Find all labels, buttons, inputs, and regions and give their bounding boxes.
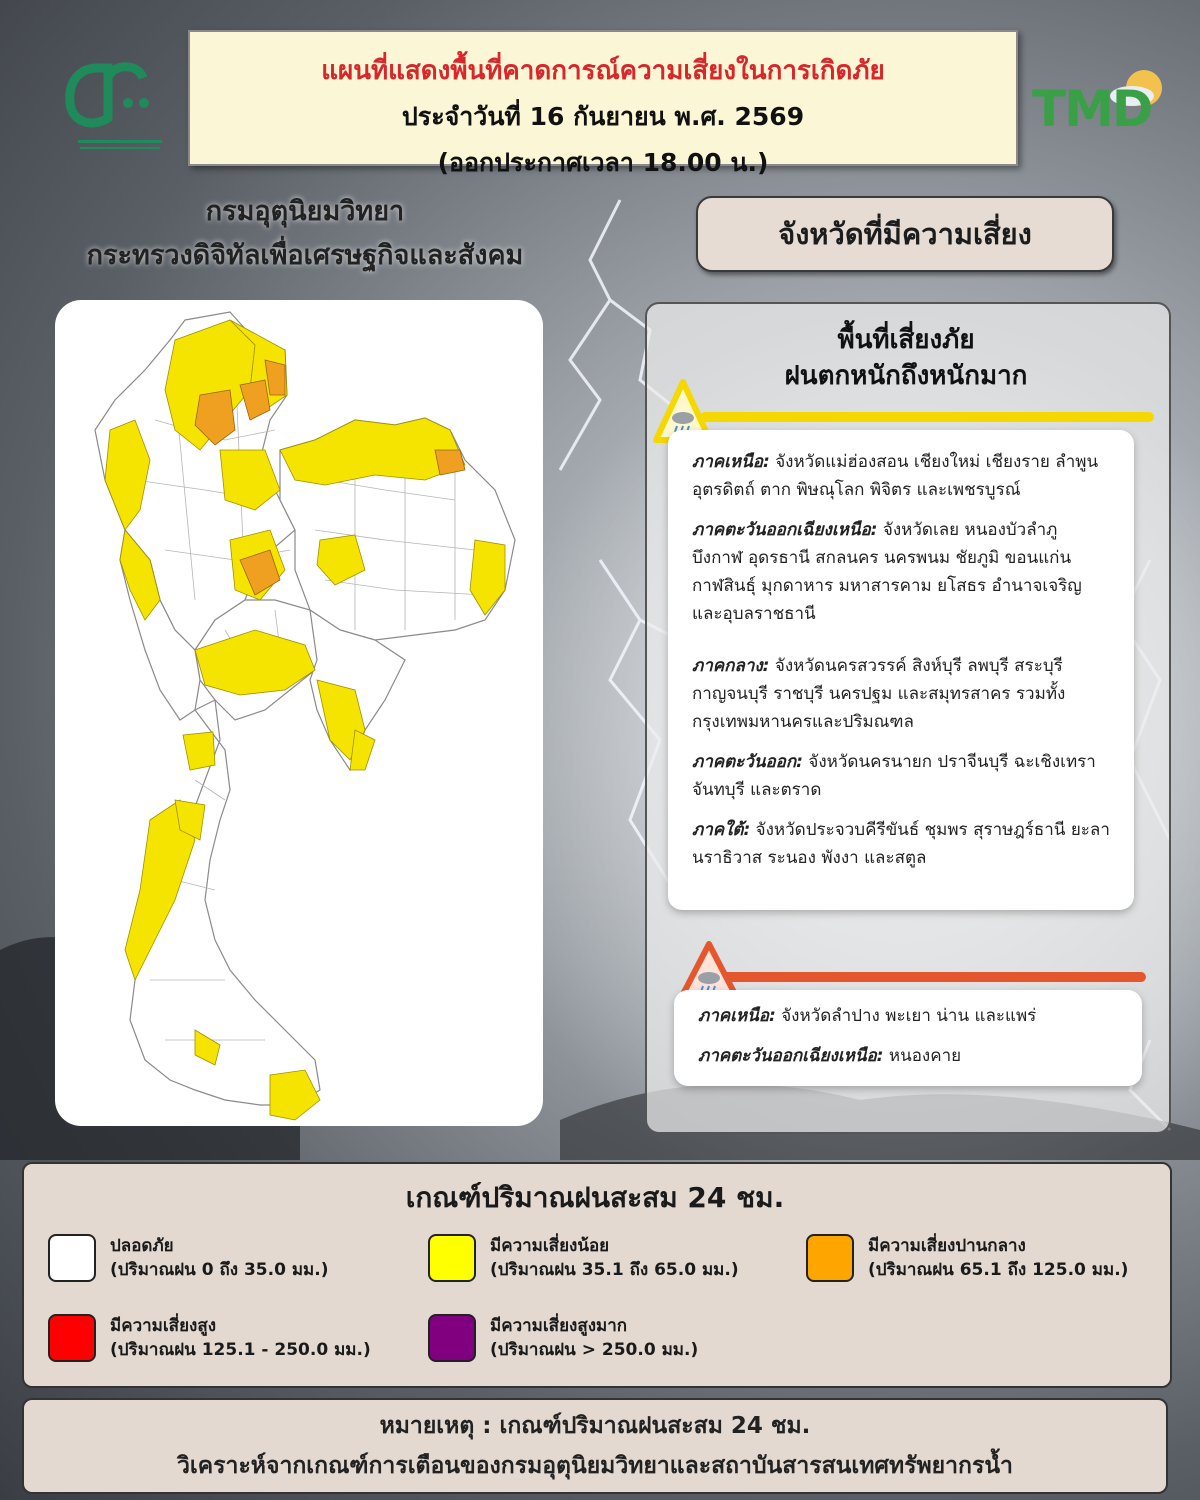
yellow-entry-south: ภาคใต้: จังหวัดประจวบคีรีขันธ์ ชุมพร สุราษฎร์ธานี ยะลา นราธิวาส ระนอง พังงา และสตูล xyxy=(692,820,1110,868)
legend-item-very-high: มีความเสี่ยงสูงมาก (ปริมาณฝน > 250.0 มม.) xyxy=(428,1314,698,1362)
ministry-logo xyxy=(58,48,178,158)
yellow-entry-north: ภาคเหนือ: จังหวัดแม่ฮ่องสอน เชียงใหม่ เชียงราย ลำพูน อุตรดิตถ์ ตาก พิษณุโลก พิจิตร และเพชรบูรณ์ xyxy=(692,452,1099,500)
tmd-logo-text: TMD xyxy=(1032,80,1152,138)
legend-title: เกณฑ์ปริมาณฝนสะสม 24 ชม. xyxy=(405,1181,785,1214)
map-title-box xyxy=(188,30,1018,177)
risk-panel-title-line-2: ฝนตกหนักถึงหนักมาก xyxy=(784,361,1028,391)
legend-item-safe: ปลอดภัย (ปริมาณฝน 0 ถึง 35.0 มม.) xyxy=(48,1234,328,1282)
risk-provinces-header: จังหวัดที่มีความเสี่ยง xyxy=(696,196,1114,272)
department-line-2: กระทรวงดิจิทัลเพื่อเศรษฐกิจและสังคม xyxy=(86,240,524,271)
moderate-risk-nong-khai xyxy=(435,450,465,475)
department-name xyxy=(40,190,570,278)
legend-swatch-safe xyxy=(48,1234,96,1282)
map-date: ประจำวันที่ 16 กันยายน พ.ศ. 2569 xyxy=(401,102,805,131)
legend-swatch-very-high xyxy=(428,1314,476,1362)
legend-swatch-high xyxy=(48,1314,96,1362)
risk-panel-title-line-1: พื้นที่เสี่ยงภัย xyxy=(837,325,975,355)
map-svg xyxy=(55,300,543,1126)
thailand-risk-map xyxy=(55,300,543,1126)
risk-area-prachuap xyxy=(183,732,215,770)
yellow-entry-northeast: ภาคตะวันออกเฉียงเหนือ: จังหวัดเลย หนองบัวลำภู บึงกาฬ อุดรธานี สกลนคร นครพนม ชัยภูมิ ขอนแก่น กาฬสินธุ์ มุกดาหาร มหาสารคาม ยโสธร อำนาจเจริญ และอุบลราชธานี xyxy=(692,520,1082,624)
issue-time: (ออกประกาศเวลา 18.00 น.) xyxy=(437,148,769,177)
tmd-logo xyxy=(1032,66,1178,146)
risk-panel-title xyxy=(645,322,1167,394)
legend-item-low: มีความเสี่ยงน้อย (ปริมาณฝน 35.1 ถึง 65.0 มม.) xyxy=(428,1234,739,1282)
orange-level-card xyxy=(674,990,1142,1086)
legend-item-high: มีความเสี่ยงสูง (ปริมาณฝน 125.1 - 250.0 มม.) xyxy=(48,1314,371,1362)
footnote xyxy=(22,1398,1168,1494)
legend-item-moderate: มีความเสี่ยงปานกลาง (ปริมาณฝน 65.1 ถึง 125.0 มม.) xyxy=(806,1234,1128,1282)
orange-level-bar xyxy=(714,972,1146,982)
footnote-line-1: หมายเหตุ : เกณฑ์ปริมาณฝนสะสม 24 ชม. xyxy=(379,1413,811,1439)
orange-entry-northeast: ภาคตะวันออกเฉียงเหนือ: หนองคาย xyxy=(698,1046,962,1066)
yellow-level-card xyxy=(668,430,1134,910)
map-title: แผนที่แสดงพื้นที่คาดการณ์ความเสี่ยงในการเกิดภัย xyxy=(321,56,885,86)
legend-swatch-moderate xyxy=(806,1234,854,1282)
legend-swatch-low xyxy=(428,1234,476,1282)
yellow-entry-east: ภาคตะวันออก: จังหวัดนครนายก ปราจีนบุรี ฉะเชิงเทรา จันทบุรี และตราด xyxy=(692,752,1096,800)
footnote-line-2: วิเคราะห์จากเกณฑ์การเตือนของกรมอุตุนิยมวิทยาและสถาบันสารสนเทศทรัพยากรน้ำ xyxy=(177,1453,1013,1479)
orange-entry-north: ภาคเหนือ: จังหวัดลำปาง พะเยา น่าน และแพร่ xyxy=(698,1006,1037,1026)
yellow-entry-central: ภาคกลาง: จังหวัดนครสวรรค์ สิงห์บุรี ลพบุรี สระบุรี กาญจนบุรี ราชบุรี นครปฐม และสมุทรสาคร รวมทั้งกรุงเทพมหานครและปริมณฑล xyxy=(692,656,1066,732)
department-line-1: กรมอุตุนิยมวิทยา xyxy=(205,196,405,227)
yellow-level-bar xyxy=(700,412,1154,422)
